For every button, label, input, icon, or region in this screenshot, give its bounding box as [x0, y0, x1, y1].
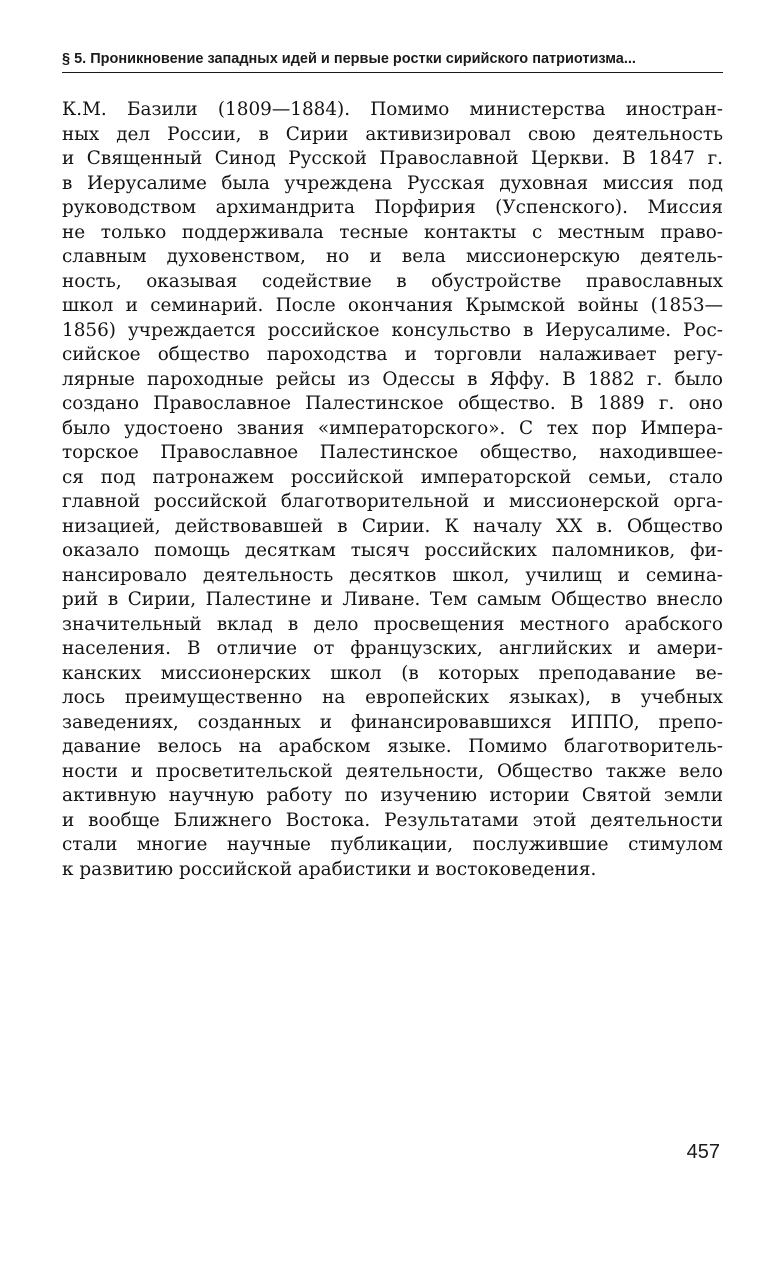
- text-line: и вообще Ближнего Востока. Результатами этой деятельности: [62, 809, 723, 831]
- text-line: нансировало деятельность десятков школ, училищ и семина-: [62, 564, 723, 586]
- text-line: канских миссионерских школ (в которых преподавание ве-: [62, 662, 723, 684]
- text-line: лось преимущественно на европейских языках), в учебных: [62, 687, 723, 708]
- text-line: ности и просветительской деятельности, Общество также вело: [62, 760, 723, 782]
- running-header: § 5. Проникновение западных идей и первые ростки сирийского патриотизма...: [62, 51, 636, 67]
- text-line: было удостоено звания «императорского». С тех пор Импера-: [62, 417, 723, 439]
- text-line: сийское общество пароходства и торговли налаживает регу-: [62, 344, 723, 365]
- text-line: К.М. Базили (1809—1884). Помимо министерства иностран-: [62, 99, 723, 120]
- text-line: оказало помощь десяткам тысяч российских паломников, фи-: [62, 540, 723, 561]
- text-line: в Иерусалиме была учреждена Русская духовная миссия под: [62, 172, 723, 194]
- text-line: 1856) учреждается российское консульство в Иерусалиме. Рос-: [62, 319, 723, 341]
- text-line: создано Православное Палестинское общество. В 1889 г. оно: [62, 393, 723, 414]
- text-line: рий в Сирии, Палестине и Ливане. Тем самым Общество внесло: [62, 589, 723, 610]
- text-line: ся под патронажем российской императорской семьи, стало: [62, 466, 723, 488]
- text-line: главной российской благотворительной и миссионерской орга-: [62, 491, 723, 512]
- text-line: и Священный Синод Русской Православной Церкви. В 1847 г.: [62, 148, 723, 169]
- page-number: 457: [686, 1141, 720, 1163]
- text-line: стали многие научные публикации, послужившие стимулом: [62, 834, 723, 855]
- text-line: населения. В отличие от французских, английских и амери-: [62, 638, 723, 659]
- text-line: к развитию российской арабистики и востоковедения.: [62, 858, 597, 880]
- text-line: школ и семинарий. После окончания Крымской войны (1853—: [62, 295, 723, 316]
- text-line: славным духовенством, но и вела миссионерскую деятель-: [62, 246, 723, 267]
- text-line: ных дел России, в Сирии активизировал свою деятельность: [62, 123, 723, 145]
- text-line: лярные пароходные рейсы из Одессы в Яффу. В 1882 г. было: [62, 368, 723, 390]
- text-line: не только поддерживала тесные контакты с местным право-: [62, 221, 723, 243]
- text-line: значительный вклад в дело просвещения местного арабского: [62, 613, 723, 635]
- text-line: заведениях, созданных и финансировавшихся ИППО, препо-: [62, 711, 723, 733]
- text-line: ность, оказывая содействие в обустройстве православных: [62, 270, 723, 292]
- text-line: торское Православное Палестинское общество, находившее-: [62, 442, 723, 463]
- header-rule: [62, 72, 723, 73]
- text-line: руководством архимандрита Порфирия (Успенского). Миссия: [62, 197, 723, 218]
- body-text: [62, 98, 723, 882]
- text-line: давание велось на арабском языке. Помимо благотворитель-: [62, 736, 723, 757]
- text-line: низацией, действовавшей в Сирии. К началу XX в. Общество: [62, 515, 723, 537]
- text-line: активную научную работу по изучению истории Святой земли: [62, 785, 723, 806]
